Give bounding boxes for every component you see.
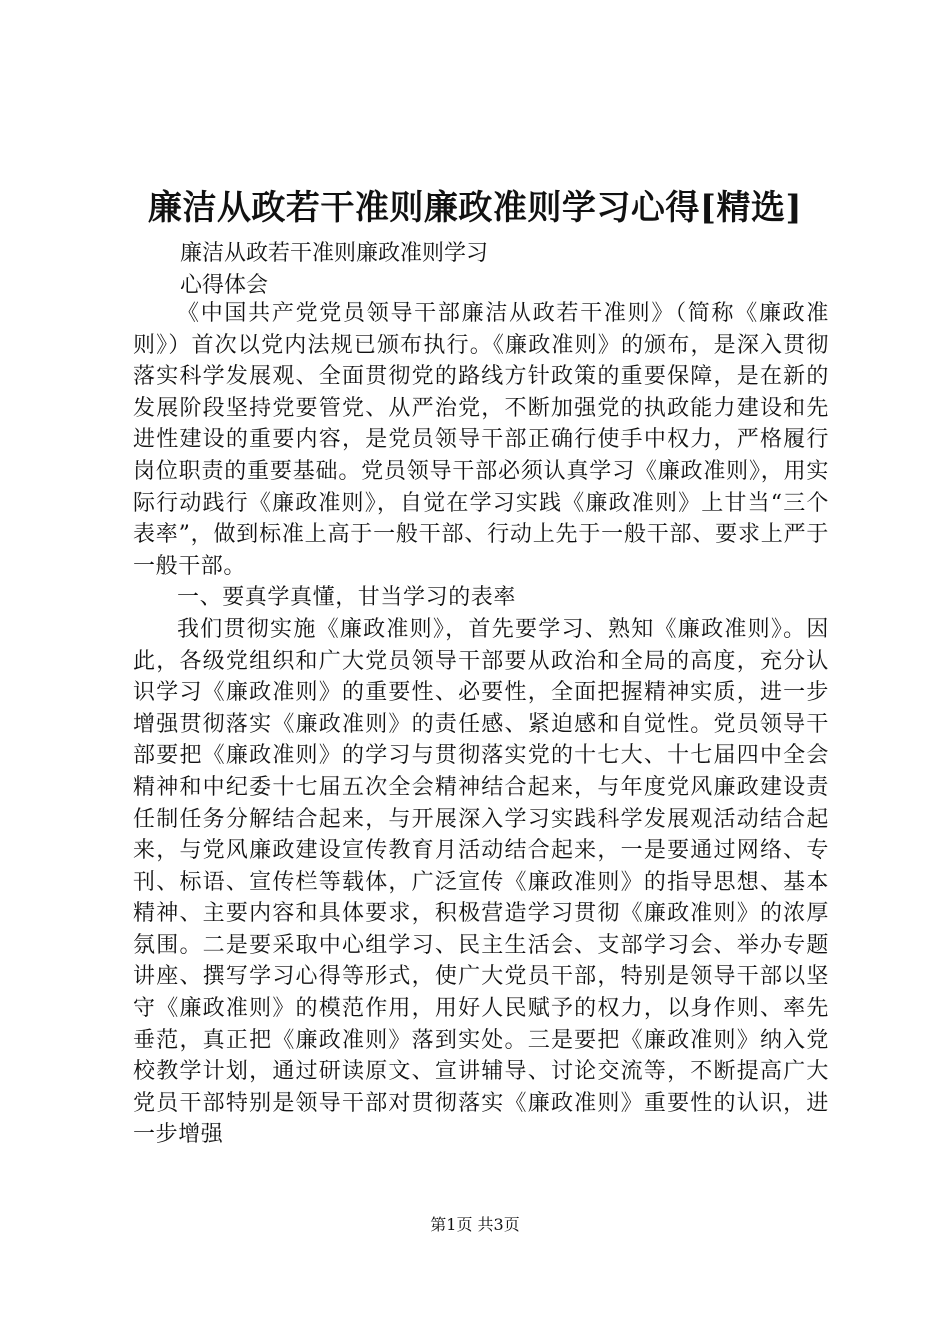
subtitle-line-1: 廉洁从政若干准则廉政准则学习 [180, 241, 489, 266]
page-footer: 第1页 共3页 [430, 1215, 520, 1234]
document-body [133, 298, 829, 1151]
paragraph-intro: 《中国共产党党员领导干部廉洁从政若干准则》（简称《廉政准则》）首次以党内法规已颁布执行。《廉政准则》的颁布，是深入贯彻落实科学发展观、全面贯彻党的路线方针政策的重要保障，是在新的发展阶段坚持党要管党、从严治党，不断加强党的执政能力建设和先进性建设的重要内容，是党员领导干部正确行使手中权力，严格履行岗位职责的重要基础。党员领导干部必须认真学习《廉政准则》，用实际行动践行《廉政准则》，自觉在学习实践《廉政准则》上甘当“三个表率”，做到标准上高于一般干部、行动上先于一般干部、要求上严于一般干部。 [133, 301, 829, 579]
subtitle-line-2: 心得体会 [180, 273, 269, 298]
document-title: 廉洁从政若干准则廉政准则学习心得[精选] [147, 188, 803, 228]
section-heading-1: 一、要真学真懂，甘当学习的表率 [177, 585, 517, 611]
paragraph-section-1: 我们贯彻实施《廉政准则》，首先要学习、熟知《廉政准则》。因此，各级党组织和广大党员领导干部要从政治和全局的高度，充分认识学习《廉政准则》的重要性、必要性，全面把握精神实质，进一步增强贯彻落实《廉政准则》的责任感、紧迫感和自觉性。党员领导干部要把《廉政准则》的学习与贯彻落实党的十七大、十七届四中全会精神和中纪委十七届五次全会精神结合起来，与年度党风廉政建设责任制任务分解结合起来，与开展深入学习实践科学发展观活动结合起来，与党风廉政建设宣传教育月活动结合起来，一是要通过网络、专刊、标语、宣传栏等载体，广泛宣传《廉政准则》的指导思想、基本精神、主要内容和具体要求，积极营造学习贯彻《廉政准则》的浓厚氛围。二是要采取中心组学习、民主生活会、支部学习会、举办专题讲座、撰写学习心得等形式，使广大党员干部，特别是领导干部以坚守《廉政准则》的模范作用，用好人民赋予的权力，以身作则、率先垂范，真正把《廉政准则》落到实处。三是要把《廉政准则》纳入党校教学计划，通过研读原文、宣讲辅导、讨论交流等，不断提高广大党员干部特别是领导干部对贯彻落实《廉政准则》重要性的认识，进一步增强 [133, 616, 829, 1148]
